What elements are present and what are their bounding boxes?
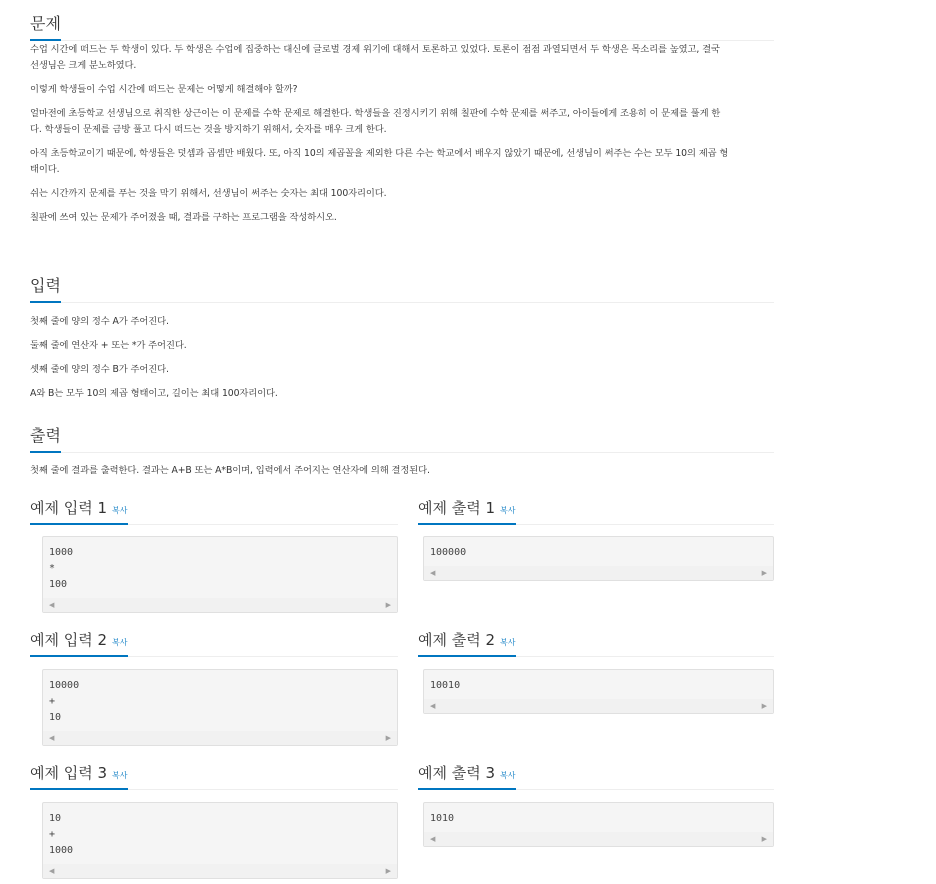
scroll-right-icon[interactable]: ▶: [385, 601, 391, 609]
code-line: *: [49, 563, 56, 574]
code-line: 10: [49, 813, 62, 824]
copy-button[interactable]: 복사: [500, 506, 516, 515]
code-line: 1000: [49, 547, 74, 558]
problem-description: [30, 42, 774, 226]
copy-button[interactable]: 복사: [112, 506, 128, 515]
problem-text-line: 아직 초등학교이기 때문에, 학생들은 덧셈과 곱셈만 배웠다. 또, 아직 10의 제곱꼴을 제외한 다른 수는 학교에서 배우지 않았기 때문에, 선생님이 써주는 수는 모두 10의 제곱 형: [30, 148, 729, 159]
code-line: +: [49, 696, 56, 707]
scroll-left-icon[interactable]: ◀: [49, 601, 55, 609]
problem-text-line: 선생님은 크게 분노하였다.: [30, 60, 137, 71]
output-heading: 출력: [30, 423, 61, 453]
code-line: 1010: [430, 813, 455, 824]
horizontal-scrollbar[interactable]: [43, 598, 397, 612]
sample-output-3-header: [418, 762, 774, 790]
sample-input-3-header: [30, 762, 398, 790]
problem-text-line: 태이다.: [30, 164, 60, 175]
horizontal-scrollbar[interactable]: [424, 566, 773, 580]
code-line: +: [49, 829, 56, 840]
horizontal-scrollbar[interactable]: [43, 731, 397, 745]
scroll-right-icon[interactable]: ▶: [761, 569, 767, 577]
horizontal-scrollbar[interactable]: [43, 864, 397, 878]
sample-input-3-title: 예제 입력 3: [30, 764, 108, 782]
problem-text-line: 쉬는 시간까지 문제를 푸는 것을 막기 위해서, 선생님이 써주는 숫자는 최대 100자리이다.: [30, 188, 387, 199]
scroll-right-icon[interactable]: ▶: [385, 867, 391, 875]
scroll-right-icon[interactable]: ▶: [761, 702, 767, 710]
input-text-line: 둘째 줄에 연산자 + 또는 *가 주어진다.: [30, 340, 187, 351]
scroll-left-icon[interactable]: ◀: [49, 734, 55, 742]
input-text-line: 셋째 줄에 양의 정수 B가 주어진다.: [30, 364, 169, 375]
code-line: 100000: [430, 547, 467, 558]
sample-input-1-header: [30, 497, 398, 525]
horizontal-scrollbar[interactable]: [424, 832, 773, 846]
sample-input-1-title: 예제 입력 1: [30, 499, 108, 517]
sample-input-2-box[interactable]: [42, 669, 398, 746]
scroll-left-icon[interactable]: ◀: [430, 835, 436, 843]
sample-output-2-box[interactable]: [423, 669, 774, 714]
sample-input-2-header: [30, 629, 398, 657]
input-section-header: [30, 273, 774, 303]
copy-button[interactable]: 복사: [112, 638, 128, 647]
input-description: [30, 314, 774, 402]
scroll-left-icon[interactable]: ◀: [430, 569, 436, 577]
problem-section-header: [30, 11, 774, 41]
sample-output-2-title: 예제 출력 2: [418, 631, 496, 649]
code-line: 10: [49, 712, 62, 723]
problem-heading: 문제: [30, 11, 61, 41]
sample-output-1-header: [418, 497, 774, 525]
scroll-right-icon[interactable]: ▶: [761, 835, 767, 843]
sample-input-3-box[interactable]: [42, 802, 398, 879]
problem-text-line: 칠판에 쓰여 있는 문제가 주어졌을 때, 결과를 구하는 프로그램을 작성하시오.: [30, 212, 337, 223]
code-line: 10010: [430, 680, 461, 691]
output-section-header: [30, 423, 774, 453]
code-line: 1000: [49, 845, 74, 856]
input-heading: 입력: [30, 273, 61, 303]
copy-button[interactable]: 복사: [112, 771, 128, 780]
problem-text-line: 얼마전에 초등학교 선생님으로 취직한 상근이는 이 문제를 수학 문제로 해결한다. 학생들을 진정시키기 위해 칠판에 수학 문제를 써주고, 아이들에게 조용히 이 문제를 풀게 한: [30, 108, 721, 119]
sample-output-3-box[interactable]: [423, 802, 774, 847]
sample-output-1-title: 예제 출력 1: [418, 499, 496, 517]
scroll-right-icon[interactable]: ▶: [385, 734, 391, 742]
horizontal-scrollbar[interactable]: [424, 699, 773, 713]
input-text-line: 첫째 줄에 양의 정수 A가 주어진다.: [30, 316, 169, 327]
code-line: 10000: [49, 680, 80, 691]
sample-output-3-title: 예제 출력 3: [418, 764, 496, 782]
output-description: [30, 463, 774, 479]
scroll-left-icon[interactable]: ◀: [49, 867, 55, 875]
problem-text-line: 이렇게 학생들이 수업 시간에 떠드는 문제는 어떻게 해결해야 할까?: [30, 84, 298, 95]
sample-output-1-box[interactable]: [423, 536, 774, 581]
output-text-line: 첫째 줄에 결과를 출력한다. 결과는 A+B 또는 A*B이며, 입력에서 주어지는 연산자에 의해 결정된다.: [30, 465, 430, 476]
copy-button[interactable]: 복사: [500, 638, 516, 647]
input-text-line: A와 B는 모두 10의 제곱 형태이고, 길이는 최대 100자리이다.: [30, 388, 278, 399]
copy-button[interactable]: 복사: [500, 771, 516, 780]
scroll-left-icon[interactable]: ◀: [430, 702, 436, 710]
sample-input-1-box[interactable]: [42, 536, 398, 613]
code-line: 100: [49, 579, 68, 590]
sample-output-2-header: [418, 629, 774, 657]
problem-text-line: 다. 학생들이 문제를 금방 풀고 다시 떠드는 것을 방지하기 위해서, 숫자를 매우 크게 한다.: [30, 124, 387, 135]
problem-text-line: 수업 시간에 떠드는 두 학생이 있다. 두 학생은 수업에 집중하는 대신에 글로벌 경제 위기에 대해서 토론하고 있었다. 토론이 점점 과열되면서 두 학생은 목소리를 높였고, 결국: [30, 44, 720, 55]
sample-input-2-title: 예제 입력 2: [30, 631, 108, 649]
